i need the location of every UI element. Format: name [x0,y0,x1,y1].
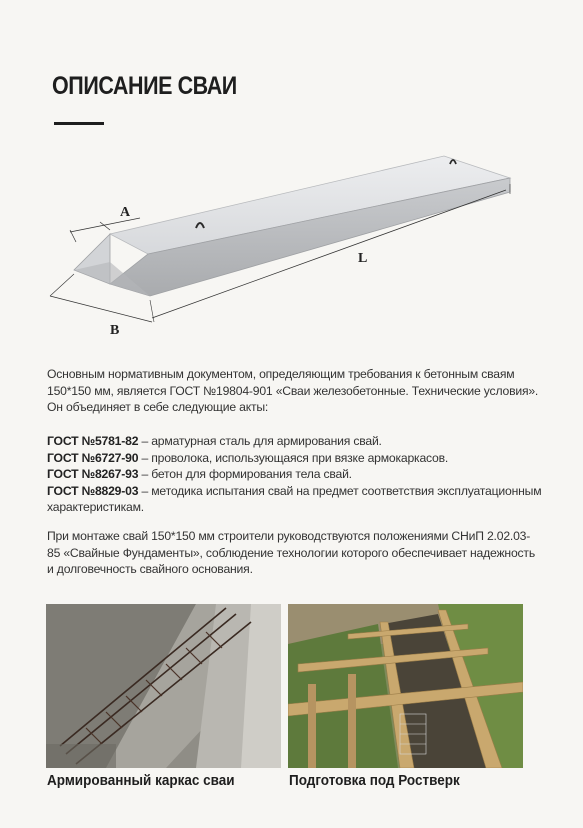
list-item [47,466,542,483]
dimension-l-label: L [358,251,368,266]
act-description: – методика испытания свай на предмет соответствия эксплуатационным характеристикам. [47,483,542,514]
acts-list [47,433,542,516]
reinforced-cage-photo [46,604,281,768]
page-title: ОПИСАНИЕ СВАИ [52,72,237,100]
intro-paragraph: Основным нормативным документом, определяющим требования к бетонным сваям 150*150 мм, является ГОСТ №19804-901 «Сваи железобетонные. Технические условия». Он объединяет в себе следующие акты: [47,367,539,414]
dimension-a-label: A [120,205,131,220]
dimension-b-label: B [110,323,120,338]
act-description: – бетон для формирования тела свай. [138,467,352,481]
right-photo-caption: Подготовка под Ростверк [289,772,460,789]
act-code: ГОСТ №6727-90 [47,450,139,465]
list-item [47,433,542,450]
act-code: ГОСТ №5781-82 [47,434,139,448]
mounting-paragraph: При монтаже свай 150*150 мм строители руководствуются положениями СНиП 2.02.03-85 «Свайные Фундаменты», соблюдение технологии которого обеспечивает надежность и долговечность свайного основания. [47,529,535,576]
list-item [47,483,542,516]
act-code: ГОСТ №8267-93 [47,467,139,481]
act-description: – проволока, использующаяся при вязке армокаркасов. [138,450,449,465]
act-description: – арматурная сталь для армирования свай. [138,434,382,448]
formwork-photo [288,604,523,768]
list-item [47,450,542,467]
pile-diagram [40,150,540,355]
left-photo-caption: Армированный каркас сваи [47,772,235,789]
act-code: ГОСТ №8829-03 [47,483,139,498]
title-underline [54,122,104,125]
